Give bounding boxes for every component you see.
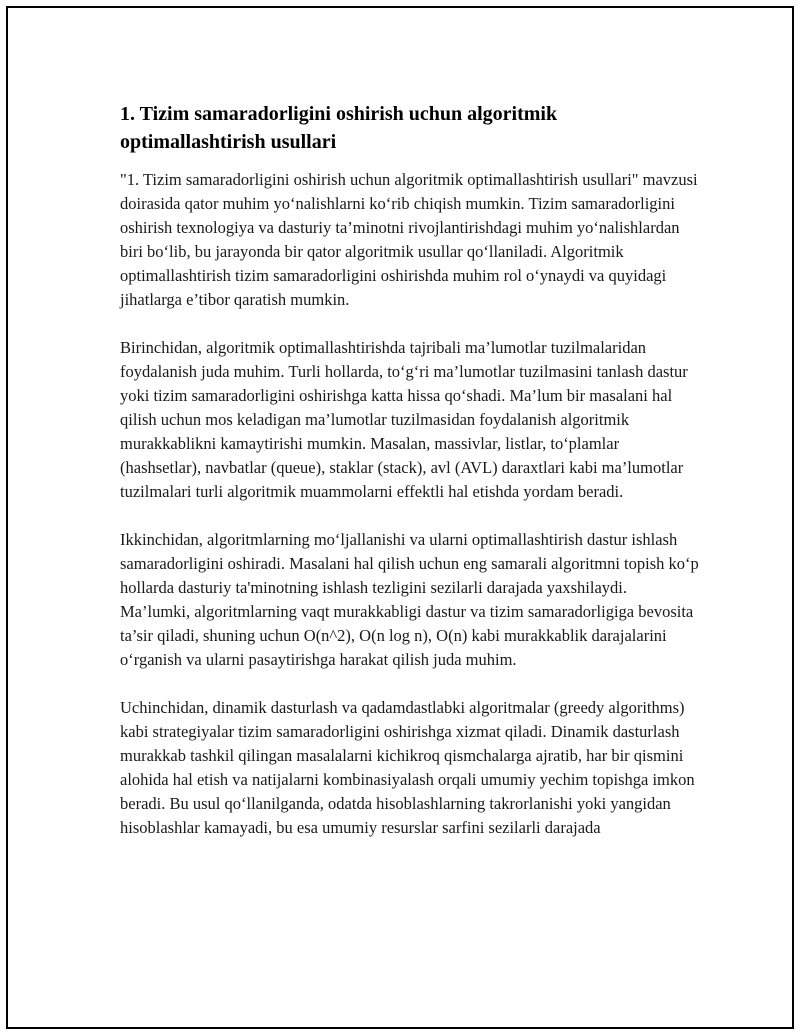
paragraph-first: Birinchidan, algoritmik optimallashtirishda tajribali ma’lumotlar tuzilmalaridan foydalanish juda muhim. Turli hollarda, to‘g‘ri ma’lumotlar tuzilmasini tanlash dastur yoki tizim samaradorligini oshirishga katta hissa qo‘shadi. Ma’lum bir masalani hal qilish uchun mos keladigan ma’lumotlar tuzilmasidan foydalanish algoritmik murakkablikni kamaytirishi mumkin. Masalan, massivlar, listlar, to‘plamlar (hashsetlar), navbatlar (queue), staklar (stack), avl (AVL) daraxtlari kabi ma’lumotlar tuzilmalari turli algoritmik muammolarni effektli hal etishda yordam beradi. (120, 338, 688, 501)
paragraph-intro: "1. Tizim samaradorligini oshirish uchun algoritmik optimallashtirish usullari" mavzusi doirasida qator muhim yo‘nalishlarni ko‘rib chiqish mumkin. Tizim samaradorligini oshirish texnologiya va dasturiy ta’minotni rivojlantirishdagi muhim yo‘nalishlardan biri bo‘lib, bu jarayonda bir qator algoritmik usullar qo‘llaniladi. Algoritmik optimallashtirish tizim samaradorligini oshirishda muhim rol o‘ynaydi va quyidagi jihatlarga e’tibor qaratish mumkin. (120, 170, 698, 309)
paragraph-third: Uchinchidan, dinamik dasturlash va qadamdastlabki algoritmalar (greedy algorithms) kabi strategiyalar tizim samaradorligini oshirishga xizmat qiladi. Dinamik dasturlash murakkab tashkil qilingan masalalarni kichikroq qismchalarga ajratib, har bir qismini alohida hal etish va natijalarni kombinasiyalash orqali umumiy yechim topishga imkon beradi. Bu usul qo‘llanilganda, odatda hisoblashlarning takrorlanishi yoki yangidan hisoblashlar kamayadi, bu esa umumiy resurslar sarfini sezilarli darajada (120, 698, 695, 837)
document-page (6, 6, 794, 1029)
section-heading: 1. Tizim samaradorligini oshirish uchun algoritmik optimallashtirish usullari (120, 103, 558, 153)
document-body (120, 100, 700, 864)
paragraph-second: Ikkinchidan, algoritmlarning mo‘ljallanishi va ularni optimallashtirish dastur ishlash samaradorligini oshiradi. Masalani hal qilish uchun eng samarali algoritmni topish ko‘p hollarda dasturiy ta'minotning ishlash tezligini sezilarli darajada yaxshilaydi. Ma’lumki, algoritmlarning vaqt murakkabligi dastur va tizim samaradorligiga bevosita ta’sir qiladi, shuning uchun O(n^2), O(n log n), O(n) kabi murakkablik darajalarini o‘rganish va ularni pasaytirishga harakat qilish juda muhim. (120, 530, 699, 669)
